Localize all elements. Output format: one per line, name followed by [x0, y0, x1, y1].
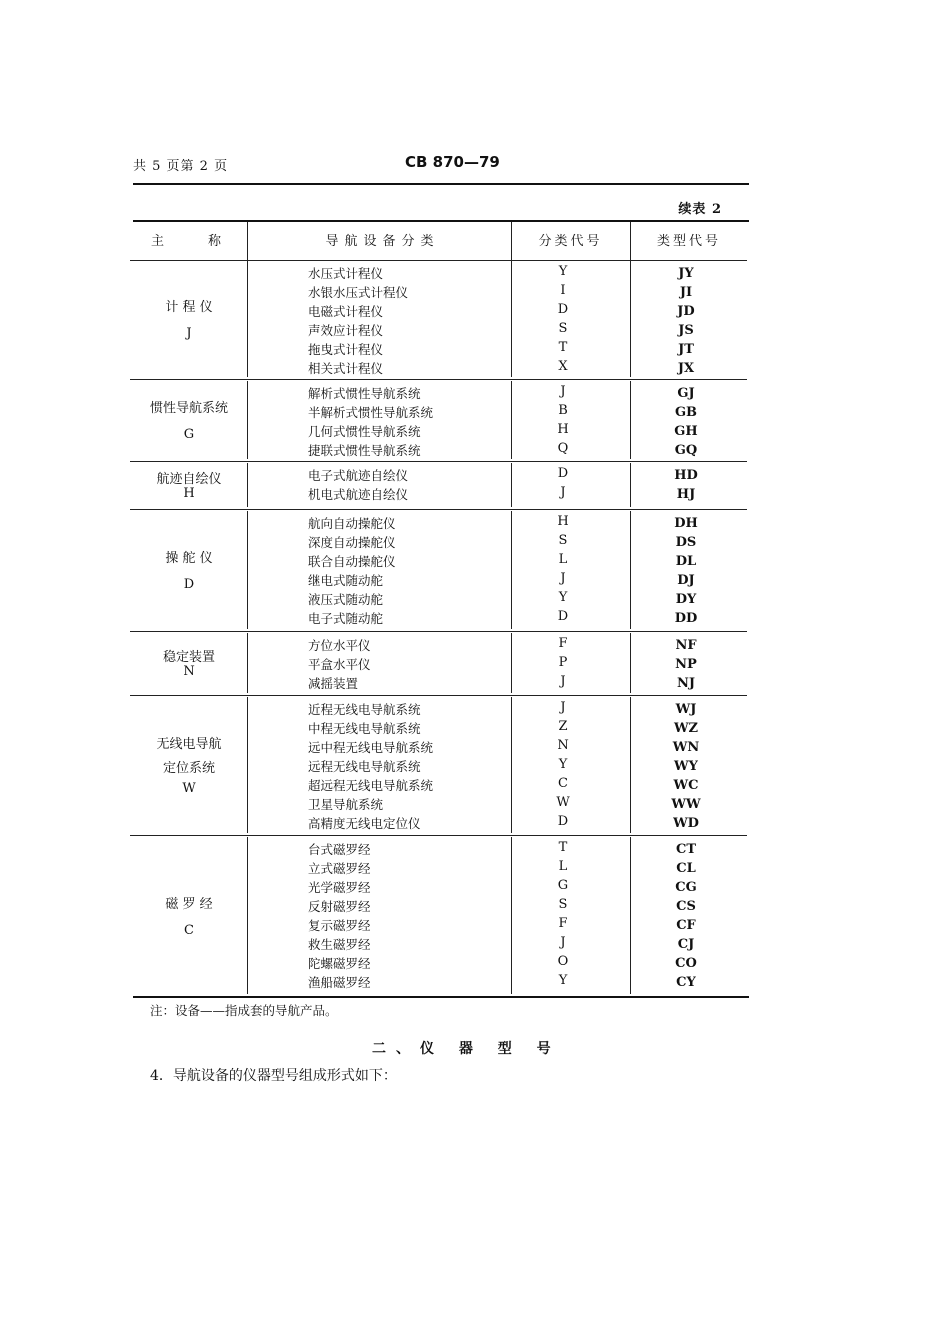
type-code: DD [674, 611, 698, 626]
category-item: 深度自动操舵仪 [308, 535, 396, 550]
class-code: N [557, 738, 569, 753]
column-divider [630, 381, 631, 459]
category-item: 高精度无线电定位仪 [308, 816, 421, 831]
type-code: WJ [675, 702, 697, 717]
group-name: 航迹自绘仪 [156, 472, 222, 487]
class-code: D [557, 609, 569, 624]
group-name: 定位系统 [162, 761, 215, 776]
column-divider [511, 837, 512, 994]
group-name: H [183, 486, 195, 501]
type-code: WC [673, 778, 699, 793]
class-code: J [560, 485, 566, 500]
type-code: DJ [677, 573, 695, 588]
class-code: Q [557, 441, 569, 456]
class-code: L [558, 552, 568, 567]
group-name: C [184, 922, 194, 938]
group-name: 无线电导航 [156, 737, 222, 752]
type-code: JY [678, 266, 694, 281]
class-code: H [557, 514, 569, 529]
class-code: I [560, 283, 566, 298]
class-code: P [558, 655, 568, 670]
category-item: 相关式计程仪 [308, 361, 384, 376]
class-code: L [558, 859, 568, 874]
class-code: F [558, 916, 568, 931]
group-divider [130, 835, 747, 836]
column-divider [630, 697, 631, 833]
group-name: 稳定装置 [162, 650, 215, 665]
class-code: T [558, 340, 568, 355]
class-code: S [558, 533, 568, 548]
class-code: J [560, 674, 566, 689]
type-code: CS [676, 899, 696, 914]
table-caption: 续表 2 [678, 202, 722, 217]
category-item: 立式磁罗经 [308, 861, 371, 876]
type-code: GH [674, 424, 698, 439]
type-code: JD [677, 304, 695, 319]
type-code: WY [674, 759, 698, 774]
type-code: CY [676, 975, 696, 990]
table-top-rule [133, 220, 749, 222]
category-item: 电磁式计程仪 [308, 304, 384, 319]
class-code: G [557, 878, 569, 893]
class-code: D [557, 466, 569, 481]
type-code: JX [677, 361, 695, 376]
class-code: D [557, 814, 569, 829]
column-header-name: 主 称 [150, 234, 227, 249]
category-item: 台式磁罗经 [308, 842, 371, 857]
class-code: Y [558, 590, 568, 605]
group-divider [130, 509, 747, 510]
class-code: B [558, 403, 568, 418]
header-rule [133, 183, 749, 185]
standard-number: CB 870—79 [405, 153, 500, 171]
class-code: J [560, 571, 566, 586]
column-divider [247, 222, 248, 377]
category-item: 超远程无线电导航系统 [308, 778, 434, 793]
type-code: CL [676, 861, 696, 876]
category-item: 陀螺磁罗经 [308, 956, 371, 971]
category-item: 近程无线电导航系统 [308, 702, 421, 717]
class-code: Z [558, 719, 568, 734]
column-divider [511, 633, 512, 693]
column-header-type-code: 类型代号 [656, 234, 721, 249]
column-divider [630, 633, 631, 693]
category-item: 声效应计程仪 [308, 323, 384, 338]
group-divider [130, 461, 747, 462]
category-item: 救生磁罗经 [308, 937, 371, 952]
type-code: GB [674, 405, 698, 420]
type-code: HD [674, 468, 698, 483]
column-divider [247, 837, 248, 994]
category-item: 远中程无线电导航系统 [308, 740, 434, 755]
category-item: 远程无线电导航系统 [308, 759, 421, 774]
category-item: 继电式随动舵 [308, 573, 384, 588]
class-code: C [558, 776, 568, 791]
type-code: CT [675, 842, 697, 857]
class-code: Y [558, 757, 568, 772]
category-item: 方位水平仪 [308, 638, 371, 653]
column-divider [511, 463, 512, 507]
group-divider [130, 695, 747, 696]
column-divider [247, 633, 248, 693]
group-name: 惯性导航系统 [149, 401, 228, 416]
category-item: 电子式航迹自绘仪 [308, 468, 409, 483]
category-item: 复示磁罗经 [308, 918, 371, 933]
type-code: WZ [673, 721, 699, 736]
group-divider [130, 631, 747, 632]
column-divider [511, 381, 512, 459]
class-code: J [560, 384, 566, 399]
group-divider [130, 379, 747, 380]
type-code: JI [679, 285, 693, 300]
type-code: DH [674, 516, 698, 531]
type-code: DL [675, 554, 697, 569]
group-name: 磁 罗 经 [165, 896, 213, 912]
group-name: 操 舵 仪 [165, 551, 213, 566]
group-name: D [183, 577, 195, 592]
page-count: 共 5 页第 2 页 [133, 159, 229, 174]
type-code: CJ [677, 937, 695, 952]
group-name: W [182, 781, 196, 796]
category-item: 水压式计程仪 [308, 266, 384, 281]
column-header-category: 导航设备分类 [325, 234, 440, 249]
group-name: J [186, 326, 192, 341]
paragraph-4: 4．导航设备的仪器型号组成形式如下： [150, 1068, 397, 1084]
category-item: 联合自动操舵仪 [308, 554, 396, 569]
category-item: 几何式惯性导航系统 [308, 424, 421, 439]
column-divider [247, 511, 248, 629]
class-code: Y [558, 264, 568, 279]
column-divider [630, 837, 631, 994]
type-code: WN [672, 740, 700, 755]
column-divider [247, 381, 248, 459]
class-code: S [558, 321, 568, 336]
category-item: 反射磁罗经 [308, 899, 371, 914]
class-code: X [558, 359, 568, 374]
column-divider [511, 222, 512, 377]
type-code: CG [675, 880, 697, 895]
category-item: 中程无线电导航系统 [308, 721, 421, 736]
table-bottom-rule [133, 996, 749, 998]
type-code: HJ [676, 487, 696, 502]
type-code: GQ [674, 443, 698, 458]
type-code: WD [673, 816, 699, 831]
group-name: 计 程 仪 [165, 300, 213, 315]
category-item: 航向自动操舵仪 [308, 516, 396, 531]
type-code: NP [675, 657, 697, 672]
category-item: 电子式随动舵 [308, 611, 384, 626]
class-code: W [556, 795, 570, 810]
class-code: F [558, 636, 568, 651]
category-item: 渔船磁罗经 [308, 975, 371, 990]
group-name: N [183, 664, 195, 679]
category-item: 平盒水平仪 [308, 657, 371, 672]
column-divider [511, 697, 512, 833]
category-item: 解析式惯性导航系统 [308, 386, 421, 401]
class-code: D [557, 302, 569, 317]
column-divider [630, 463, 631, 507]
column-header-class-code: 分类代号 [538, 234, 603, 249]
table-note: 注：设备——指成套的导航产品。 [150, 1003, 338, 1018]
class-code: J [560, 935, 566, 950]
type-code: WW [671, 797, 701, 812]
type-code: DS [675, 535, 697, 550]
class-code: T [558, 840, 568, 855]
column-divider [630, 222, 631, 377]
type-code: NF [675, 638, 697, 653]
group-name: G [183, 427, 195, 442]
type-code: JT [678, 342, 694, 357]
type-code: CF [676, 918, 696, 933]
section-title: 二、仪 器 型 号 [372, 1041, 561, 1057]
header-divider [130, 260, 747, 261]
type-code: JS [678, 323, 694, 338]
column-divider [511, 511, 512, 629]
class-code: S [558, 897, 568, 912]
category-item: 光学磁罗经 [308, 880, 371, 895]
column-divider [247, 463, 248, 507]
type-code: DY [675, 592, 697, 607]
column-divider [630, 511, 631, 629]
class-code: H [557, 422, 569, 437]
class-code: O [557, 954, 569, 969]
category-item: 液压式随动舵 [308, 592, 384, 607]
category-item: 机电式航迹自绘仪 [308, 487, 409, 502]
column-divider [247, 697, 248, 833]
category-item: 拖曳式计程仪 [308, 342, 384, 357]
type-code: GJ [677, 386, 695, 401]
class-code: J [560, 700, 566, 715]
category-item: 半解析式惯性导航系统 [308, 405, 434, 420]
type-code: NJ [676, 676, 696, 691]
category-item: 卫星导航系统 [308, 797, 384, 812]
type-code: CO [675, 956, 697, 971]
category-item: 减摇装置 [308, 676, 359, 691]
category-item: 水银水压式计程仪 [308, 285, 409, 300]
category-item: 捷联式惯性导航系统 [308, 443, 421, 458]
class-code: Y [558, 973, 568, 988]
